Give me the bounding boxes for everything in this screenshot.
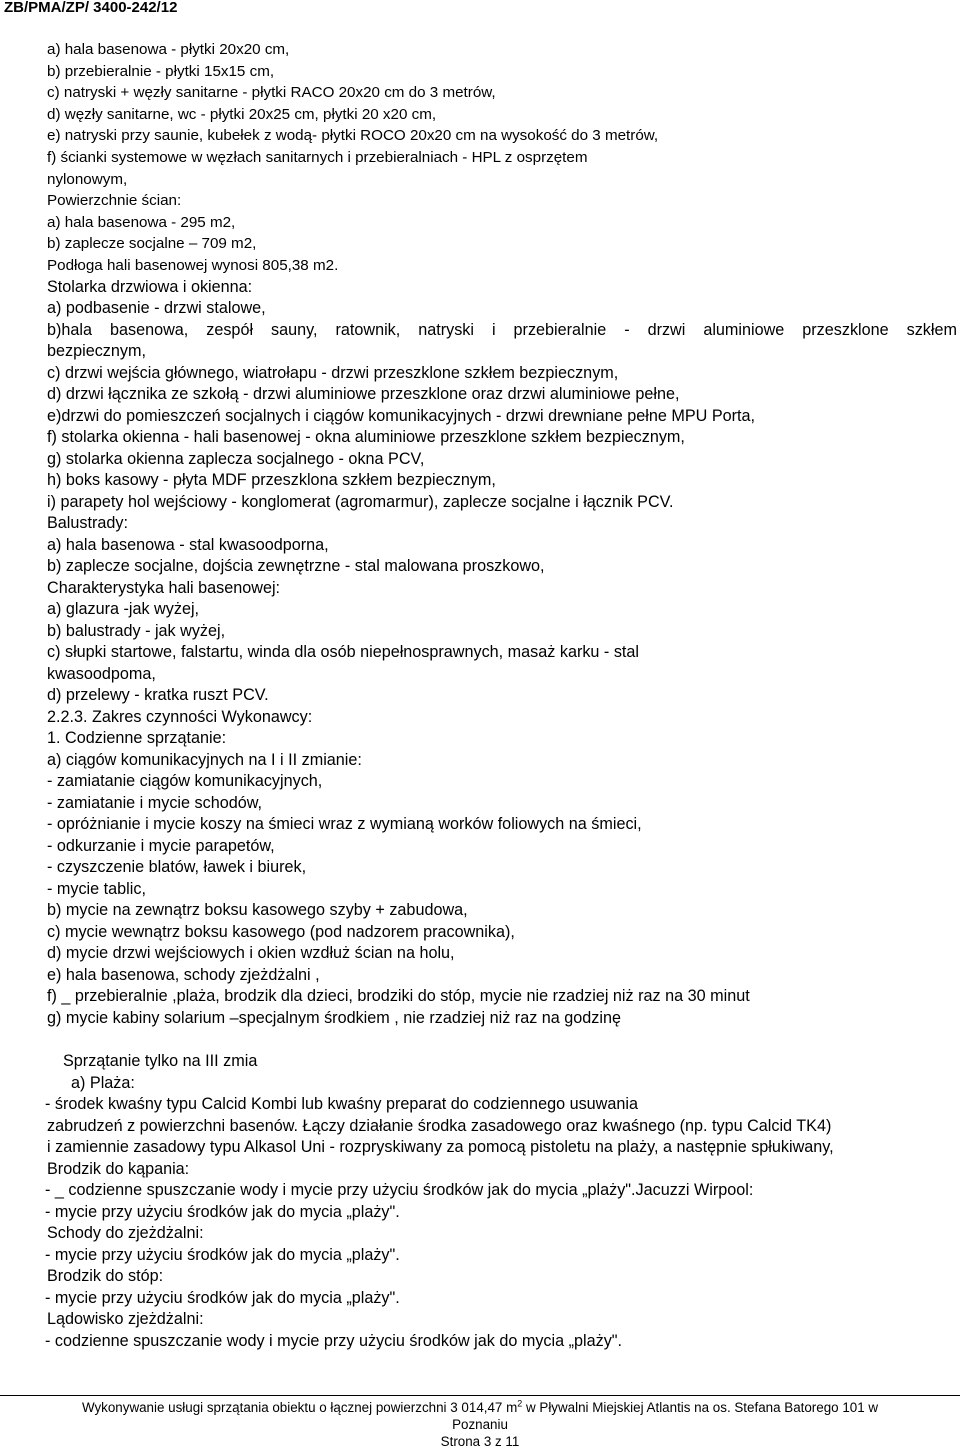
- text-line: 2.2.3. Zakres czynności Wykonawcy:: [47, 707, 313, 726]
- text-line: nylonowym,: [47, 170, 128, 188]
- text-line: b) zaplecze socjalne, dojścia zewnętrzne - stal malowana proszkowo,: [47, 557, 545, 576]
- text-line: c) drzwi wejścia głównego, wiatrołapu - drzwi przeszklone szkłem bezpiecznym,: [47, 363, 619, 382]
- text-line: Lądowisko zjeżdżalni:: [47, 1310, 204, 1329]
- text-line: d) mycie drzwi wejściowych i okien wzdłuż ścian na holu,: [47, 944, 455, 963]
- section-heading: Sprzątanie tylko na III zmia: [63, 1052, 258, 1071]
- text-line: e) hala basenowa, schody zjeżdżalni ,: [47, 965, 320, 984]
- text-line: g) stolarka okienna zaplecza socjalnego - okna PCV,: [47, 449, 425, 468]
- footer-text: Wykonywanie usługi sprzątania obiektu o łącznej powierzchni 3 014,47 m: [81, 1400, 518, 1415]
- text-line: i zamiennie zasadowy typu Alkasol Uni - rozpryskiwany za pomocą pistoletu na plaży, a następnie spłukiwany,: [47, 1138, 834, 1157]
- text-line: a) ciągów komunikacyjnych na I i II zmianie:: [47, 750, 362, 769]
- text-line: b) mycie na zewnątrz boksu kasowego szyby + zabudowa,: [47, 901, 468, 920]
- text-line: - codzienne spuszczanie wody i mycie przy użyciu środków jak do mycia „plaży".: [45, 1331, 623, 1350]
- text-line: f) ścianki systemowe w węzłach sanitarnych i przebieralniach - HPL z osprzętem: [47, 148, 588, 166]
- text-line: b) przebieralnie - płytki 15x15 cm,: [47, 62, 275, 80]
- text-line: zabrudzeń z powierzchni basenów. Łączy działanie środka zasadowego oraz kwaśnego (np. typu Calcid TK4): [47, 1116, 832, 1135]
- text-line: kwasoodpoma,: [47, 664, 156, 683]
- footer-superscript: 2: [517, 1398, 523, 1409]
- text-line: c) natryski + węzły sanitarne - płytki RACO 20x20 cm do 3 metrów,: [47, 84, 496, 102]
- footer-description: [0, 1400, 960, 1416]
- text-line: Schody do zjeżdżalni:: [47, 1224, 204, 1243]
- text-line: Brodzik do kąpania:: [47, 1159, 190, 1178]
- text-line: - mycie przy użyciu środków jak do mycia „plaży".: [45, 1288, 400, 1307]
- text-line: b) balustrady - jak wyżej,: [47, 621, 226, 640]
- text-line: Powierzchnie ścian:: [47, 192, 182, 210]
- document-body: [47, 39, 960, 1352]
- text-line: d) węzły sanitarne, wc - płytki 20x25 cm, płytki 20 x20 cm,: [47, 105, 437, 123]
- text-line: bezpiecznym,: [47, 342, 146, 361]
- text-line: - środek kwaśny typu Calcid Kombi lub kwaśny preparat do codziennego usuwania: [45, 1095, 638, 1114]
- text-line: a) podbasenie - drzwi stalowe,: [47, 299, 266, 318]
- page-number: Strona 3 z 11: [440, 1434, 520, 1449]
- text-line: Balustrady:: [47, 514, 128, 533]
- text-line: b)hala basenowa, zespół sauny, ratownik, natryski i przebieralnie - drzwi aluminiowe przeszklone szkłem: [47, 320, 957, 339]
- text-line: Charakterystyka hali basenowej:: [47, 578, 281, 597]
- document-number: ZB/PMA/ZP/ 3400-242/12: [4, 0, 178, 16]
- section-subheading: a) Plaża:: [71, 1073, 135, 1092]
- text-line: h) boks kasowy - płyta MDF przeszklona szkłem bezpiecznym,: [47, 471, 496, 490]
- text-line: Brodzik do stóp:: [47, 1267, 164, 1286]
- text-line: c) mycie wewnątrz boksu kasowego (pod nadzorem pracownika),: [47, 922, 515, 941]
- text-line: - zamiatanie ciągów komunikacyjnych,: [47, 772, 323, 791]
- footer-divider: [0, 1395, 960, 1396]
- text-line: g) mycie kabiny solarium –specjalnym środkiem , nie rzadziej niż raz na godzinę: [47, 1008, 622, 1027]
- text-line: Podłoga hali basenowej wynosi 805,38 m2.: [47, 256, 339, 274]
- text-line: e)drzwi do pomieszczeń socjalnych i ciągów komunikacyjnych - drzwi drewniane pełne MPU Porta,: [47, 406, 756, 425]
- footer-text-continued: w Pływalni Miejskiej Atlantis na os. Stefana Batorego 101 w: [522, 1400, 879, 1415]
- paragraph-gap: [47, 1029, 960, 1051]
- text-line: - opróżnianie i mycie koszy na śmieci wraz z wymianą worków foliowych na śmieci,: [47, 815, 642, 834]
- text-line: - czyszczenie blatów, ławek i biurek,: [47, 858, 307, 877]
- text-line: Stolarka drzwiowa i okienna:: [47, 277, 253, 296]
- text-line: a) hala basenowa - płytki 20x20 cm,: [47, 41, 290, 58]
- footer-city: Poznaniu: [452, 1417, 508, 1432]
- text-line: i) parapety hol wejściowy - konglomerat (agromarmur), zaplecze socjalne i łącznik PCV.: [47, 492, 674, 511]
- text-line: f) _ przebieralnie ,plaża, brodzik dla dzieci, brodziki do stóp, mycie nie rzadziej niż raz na 30 minut: [47, 987, 750, 1006]
- text-line: a) hala basenowa - 295 m2,: [47, 213, 236, 231]
- text-line: - mycie przy użyciu środków jak do mycia „plaży".: [45, 1202, 400, 1221]
- text-line: b) zaplecze socjalne – 709 m2,: [47, 235, 257, 253]
- text-line: - mycie tablic,: [47, 879, 146, 898]
- text-line: e) natryski przy saunie, kubełek z wodą- płytki ROCO 20x20 cm na wysokość do 3 metrów,: [47, 127, 659, 145]
- text-line: d) przelewy - kratka ruszt PCV.: [47, 686, 269, 705]
- text-line: - odkurzanie i mycie parapetów,: [47, 836, 275, 855]
- text-line: f) stolarka okienna - hali basenowej - okna aluminiowe przeszklone szkłem bezpiecznym,: [47, 428, 685, 447]
- text-line: c) słupki startowe, falstartu, winda dla osób niepełnosprawnych, masaż karku - stal: [47, 643, 640, 662]
- text-line: 1. Codzienne sprzątanie:: [47, 729, 227, 748]
- text-line: - mycie przy użyciu środków jak do mycia „plaży".: [45, 1245, 400, 1264]
- text-line: a) hala basenowa - stal kwasoodporna,: [47, 535, 329, 554]
- text-line: a) glazura -jak wyżej,: [47, 600, 200, 619]
- text-line: d) drzwi łącznika ze szkołą - drzwi aluminiowe przeszklone oraz drzwi aluminiowe pełne,: [47, 385, 680, 404]
- text-line: - zamiatanie i mycie schodów,: [47, 793, 263, 812]
- text-line: - _ codzienne spuszczanie wody i mycie przy użyciu środków jak do mycia „plaży".Jacuzzi Wirpool:: [45, 1181, 754, 1200]
